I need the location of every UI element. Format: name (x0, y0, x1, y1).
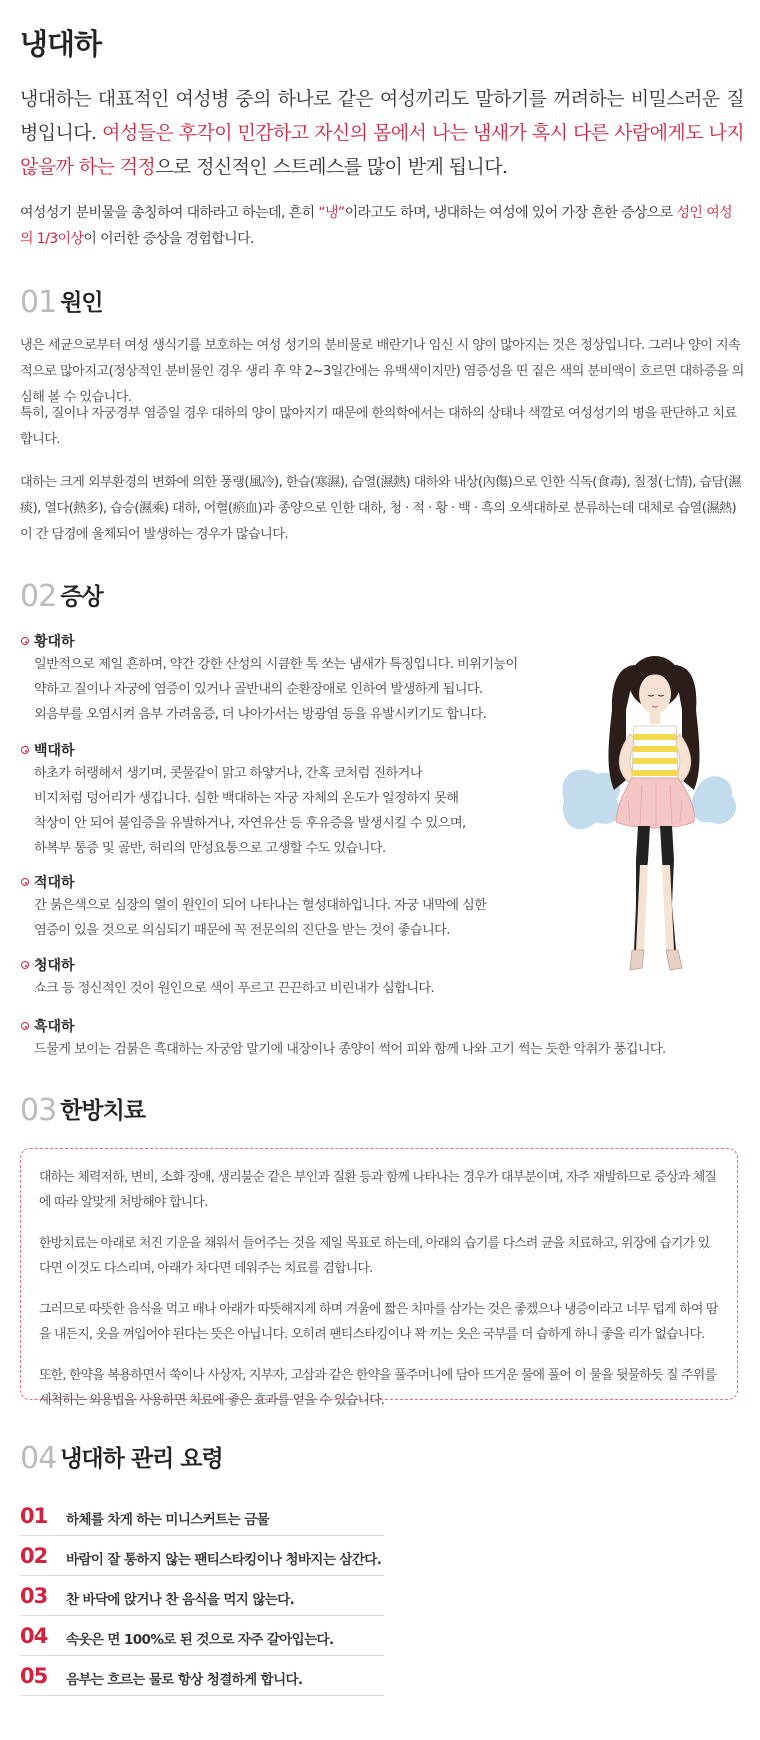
symptom-line: 드물게 보이는 검붉은 흑대하는 자궁암 말기에 내장이나 종양이 썩어 피와 함께 나와 고기 썩는 듯한 악취가 풍깁니다. (34, 1042, 666, 1057)
intro-highlight: 여성들은 후각이 민감하고 자신의 몸에서 나는 냄새가 혹시 다른 사람에게도 나지 않을까 하는 걱정 (20, 122, 744, 178)
symptom-name: 흑대하 (20, 1017, 744, 1037)
tip-number: 03 (20, 1584, 48, 1608)
cause-paragraph-2: 특히, 질이나 자궁경부 염증일 경우 대하의 양이 많아지기 때문에 한의학에서는 대하의 상태나 색깔로 여성성기의 병을 판단하고 치료합니다. (20, 406, 737, 447)
tip-item (20, 1496, 384, 1536)
symptom-name: 백대하 (20, 741, 540, 761)
symptom-item (20, 1017, 744, 1062)
summary-text-mid: 이라고도 하며, 냉대하는 여성에 있어 가장 흔한 증상으로 (344, 205, 677, 221)
tip-number: 05 (20, 1664, 48, 1688)
symptom-line: 외음부를 오염시켜 음부 가려움증, 더 나아가서는 방광염 등을 유발시키기도 합니다. (34, 707, 487, 722)
tip-item (20, 1656, 384, 1696)
symptom-name: 적대하 (20, 873, 540, 893)
cause-paragraph-3: 대하는 크게 외부환경의 변화에 의한 풍랭(風冷), 한습(寒濕), 습열(濕熱) 대하와 내상(內傷)으로 인한 식독(食毒), 칠정(七情), 습담(濕痰), 열다(熱多), 습승(濕乘) 대하, 어혈(瘀血)과 종양으로 인한 대하, 청 · 적 · 황 · 백 · 흑의 오색대하로 분류하는데 대체로 습열(濕熱)이 간 담경에 울체되어 발생하는 경우가 많습니다. (20, 475, 741, 542)
tip-text: 속옷은 면 100%로 된 것으로 자주 갈아입는다. (66, 1632, 334, 1648)
tip-text: 바람이 잘 통하지 않는 팬티스타킹이나 청바지는 삼간다. (66, 1552, 382, 1568)
symptom-line: 하초가 허랭해서 생기며, 콧물같이 맑고 하얗거나, 간혹 코처럼 진하거나 (34, 766, 422, 781)
intro-text: 냉대하는 대표적인 여성병 중의 하나로 같은 여성끼리도 말하기를 꺼려하는 비밀스러운 질병입니다. (20, 88, 744, 144)
section-title: 한방치료 (60, 1098, 146, 1124)
symptom-name: 황대하 (20, 632, 540, 652)
cause-paragraph-1: 냉은 세균으로부터 여성 생식기를 보호하는 여성 성기의 분비물로 배란기나 임신 시 양이 많아지는 것은 정상입니다. 그러나 양이 지속적으로 많아지고(정상적인 분비물인 경우 생리 후 약 2~3일간에는 유백색이지만) 염증성을 띤 짙은 색의 분비액이 흐르면 대하증을 의심해 볼 수 있습니다. (20, 338, 744, 405)
section-heading-treatment (20, 1092, 145, 1128)
tip-number: 04 (20, 1624, 48, 1648)
section-title: 증상 (60, 584, 103, 610)
symptom-line: 일반적으로 제일 흔하며, 약간 강한 산성의 시큼한 톡 쏘는 냄새가 특징입니다. 비위기능이 (34, 657, 518, 672)
symptom-item (20, 741, 540, 861)
symptom-line: 착상이 안 되어 불임증을 유발하거나, 자연유산 등 후유증을 발생시킬 수 있으며, (34, 816, 466, 831)
symptom-item (20, 632, 540, 727)
summary-highlight-naeng: “냉” (318, 205, 345, 221)
symptom-line: 약하고 질이나 자궁에 염증이 있거나 골반내의 순환장애로 인하여 발생하게 됩니다. (34, 682, 483, 697)
tip-number: 01 (20, 1504, 48, 1528)
treatment-paragraph: 한방치료는 아래로 처진 기운을 채워서 들어주는 것을 제일 목표로 하는데, 아래의 습기를 다스려 균을 치료하고, 위장에 습기가 있다면 이것도 다스리며, 아래가 차다면 데워주는 치료를 겸합니다. (39, 1236, 710, 1276)
summary-text: 여성성기 분비물을 총칭하여 대하라고 하는데, 흔히 (20, 205, 319, 221)
section-number: 04 (20, 1441, 57, 1476)
treatment-paragraph: 또한, 한약을 복용하면서 쑥이나 사상자, 지부자, 고삼과 같은 한약을 풀주머니에 담아 뜨거운 물에 풀어 이 물을 뒷물하듯 질 주위를 세척하는 외용법을 사용하면 치료에 좋은 효과를 얻을 수 있습니다. (39, 1368, 717, 1408)
page-title: 냉대하 (20, 27, 102, 61)
treatment-paragraph: 그러므로 따뜻한 음식을 먹고 배나 아래가 따뜻해지게 하며 겨울에 짧은 치마를 삼가는 것은 좋겠으나 냉증이라고 너무 덥게 하여 땀을 내든지, 옷을 껴입어야 된다는 뜻은 아닙니다. 오히려 팬티스타킹이나 꽉 끼는 옷은 국부를 더 습하게 하니 좋을 리가 없습니다. (39, 1302, 718, 1342)
intro-paragraph (20, 82, 744, 184)
symptom-item (20, 956, 540, 1001)
symptom-line: 비지처럼 덩어리가 생깁니다. 심한 백대하는 자궁 자체의 온도가 일정하지 못해 (34, 791, 459, 806)
tip-number: 02 (20, 1544, 48, 1568)
treatment-box (20, 1148, 738, 1408)
woman-illustration (556, 650, 746, 995)
symptom-line: 간 붉은색으로 심장의 열이 원인이 되어 나타나는 혈성대하입니다. 자궁 내막에 심한 (34, 898, 487, 913)
symptom-item (20, 873, 540, 943)
section-title: 원인 (60, 290, 103, 316)
section-number: 02 (20, 579, 57, 614)
section-number: 01 (20, 285, 57, 320)
tip-item (20, 1616, 384, 1656)
section-heading-tips (20, 1440, 223, 1476)
summary-text-end: 이 이러한 증상을 경험합니다. (83, 231, 254, 247)
tip-text: 찬 바닥에 앉거나 찬 음식을 먹지 않는다. (66, 1592, 295, 1608)
intro-summary (20, 200, 744, 252)
tip-text: 하체를 차게 하는 미니스커트는 금물 (66, 1512, 270, 1528)
tip-item (20, 1536, 384, 1576)
tip-text: 음부는 흐르는 물로 항상 청결하게 합니다. (66, 1672, 303, 1688)
symptom-line: 하복부 통증 및 골반, 허리의 만성요통으로 고생할 수도 있습니다. (34, 841, 386, 856)
treatment-paragraph: 대하는 체력저하, 변비, 소화 장애, 생리불순 같은 부인과 질환 등과 함께 나타나는 경우가 대부분이며, 자주 재발하므로 증상과 체질에 따라 알맞게 처방해야 합니다. (39, 1170, 717, 1210)
tip-item (20, 1576, 384, 1616)
symptom-name: 청대하 (20, 956, 540, 976)
intro-text-end: 으로 정신적인 스트레스를 많이 받게 됩니다. (155, 156, 508, 178)
section-heading-symptoms (20, 578, 103, 614)
section-number: 03 (20, 1093, 57, 1128)
symptom-line: 염증이 있을 것으로 의심되기 때문에 꼭 전문의의 진단을 받는 것이 좋습니다. (34, 923, 450, 938)
summary-highlight-ratio: 성인 여성의 1/3이상 (20, 205, 733, 247)
section-title: 냉대하 관리 요령 (60, 1446, 223, 1472)
section-heading-cause (20, 284, 103, 320)
symptom-line: 쇼크 등 정신적인 것이 원인으로 색이 푸르고 끈끈하고 비린내가 심합니다. (34, 981, 435, 996)
